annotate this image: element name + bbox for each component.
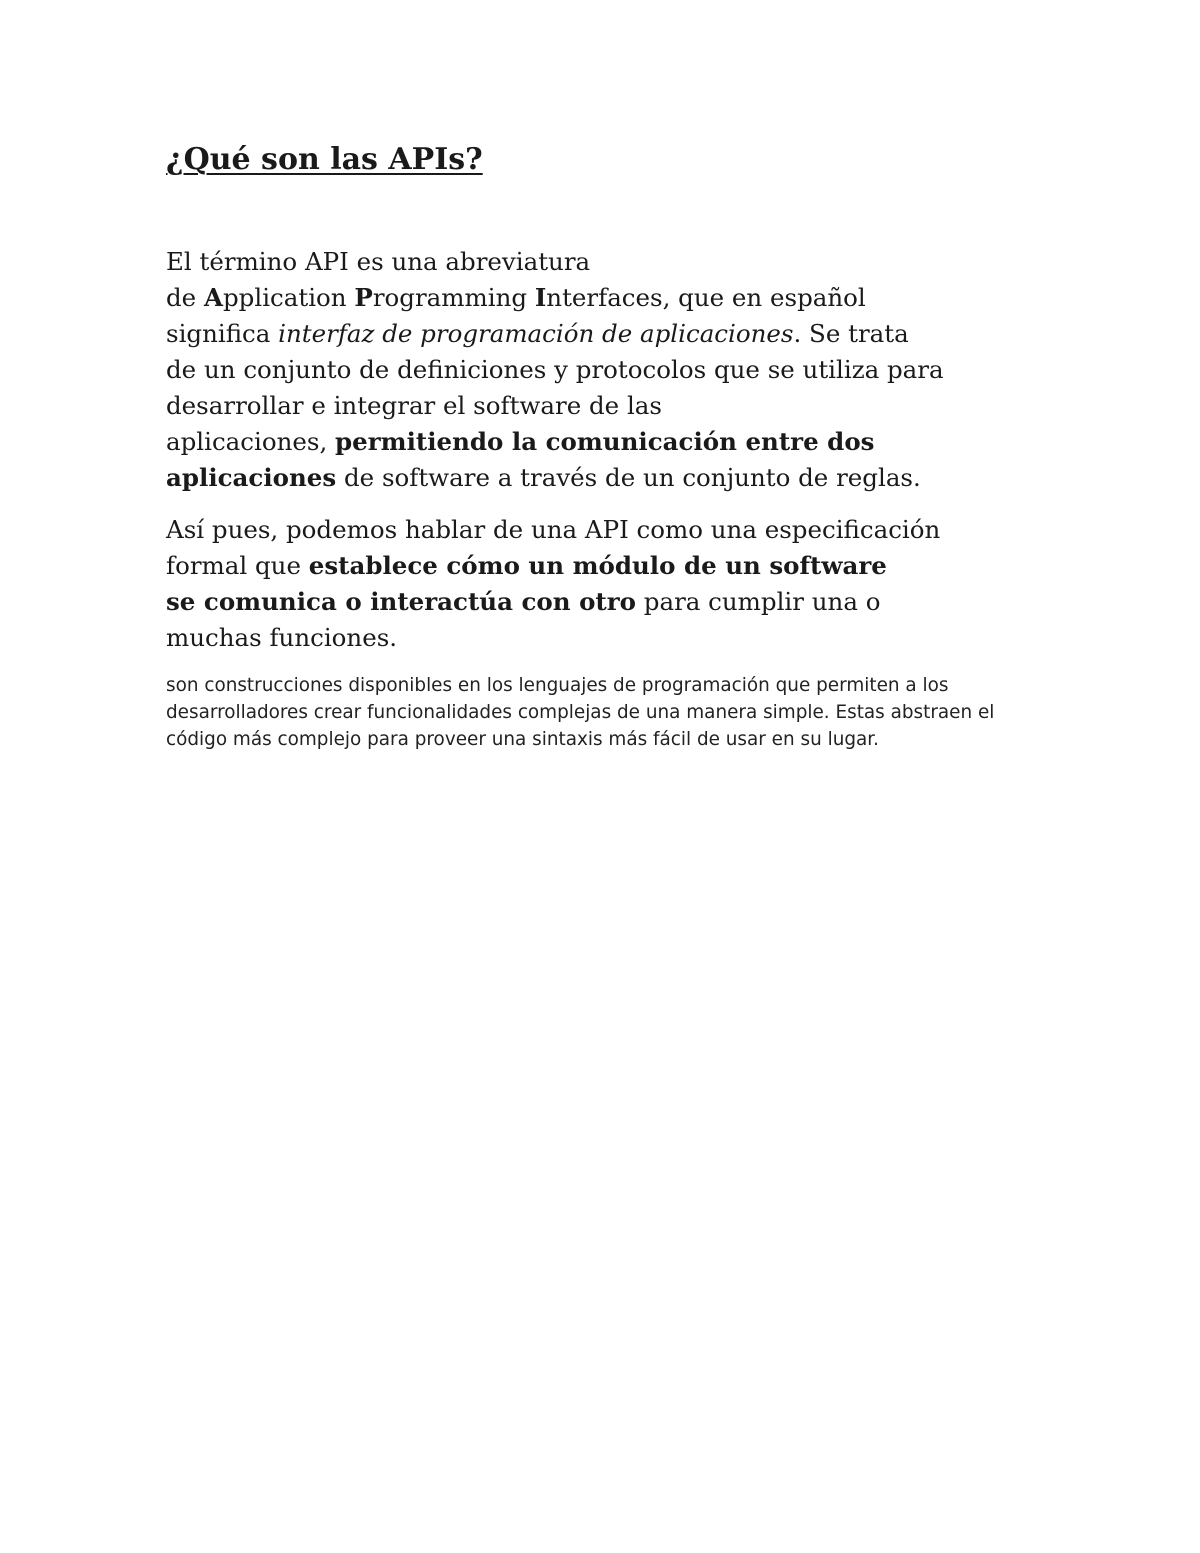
p1-i-letter: I — [534, 283, 547, 312]
p1-aplicaciones-prefix: aplicaciones, — [166, 427, 336, 456]
p1-line-7 — [166, 460, 1046, 496]
p2-line-3 — [166, 584, 1046, 620]
document-page — [166, 140, 1046, 753]
p1-a-letter: A — [203, 283, 223, 312]
p2-formal-que: formal que — [166, 551, 309, 580]
p2-bold-line-1: establece cómo un módulo de un software — [308, 551, 887, 580]
p1-i-rest: nterfaces, que en español — [546, 283, 866, 312]
p1-line-6 — [166, 424, 1046, 460]
p1-significa: significa — [166, 319, 279, 348]
p1-line-4: de un conjunto de definiciones y protocolos que se utiliza para — [166, 355, 944, 384]
paragraph-api-definition — [166, 244, 1046, 496]
p1-de: de — [166, 283, 204, 312]
paragraph-api-specification — [166, 512, 1046, 656]
p1-bold-phrase-1: permitiendo la comunicación entre dos — [335, 427, 875, 456]
p1-line-1: El término API es una abreviatura — [166, 247, 591, 276]
p2-line-1: Así pues, podemos hablar de una API como una especificación — [166, 515, 941, 544]
p1-line-3 — [166, 316, 1046, 352]
p1-italic-phrase: interfaz de programación de aplicaciones — [278, 319, 794, 348]
p1-bold-phrase-2: aplicaciones — [166, 463, 337, 492]
p2-bold-line-2: se comunica o interactúa con otro — [166, 587, 636, 616]
p1-p-rest: rogramming — [372, 283, 535, 312]
p1-a-rest: pplication — [223, 283, 355, 312]
p1-after-italic: . Se trata — [793, 319, 909, 348]
paragraph-constructions: son construcciones disponibles en los lenguajes de programación que permiten a los desarrolladores crear funcionalidades complejas de una manera simple. Estas abstraen el código más complejo para proveer una sintaxis más fácil de usar en su lugar. — [166, 675, 995, 750]
p1-p-letter: P — [354, 283, 373, 312]
p2-after-bold: para cumplir una o — [636, 587, 881, 616]
p1-tail: de software a través de un conjunto de reglas. — [336, 463, 921, 492]
p1-line-2 — [166, 280, 1046, 316]
page-title: ¿Qué son las APIs? — [166, 142, 483, 177]
p2-line-2 — [166, 548, 1046, 584]
p1-line-5: desarrollar e integrar el software de las — [166, 391, 662, 420]
p2-line-4: muchas funciones. — [166, 623, 398, 652]
